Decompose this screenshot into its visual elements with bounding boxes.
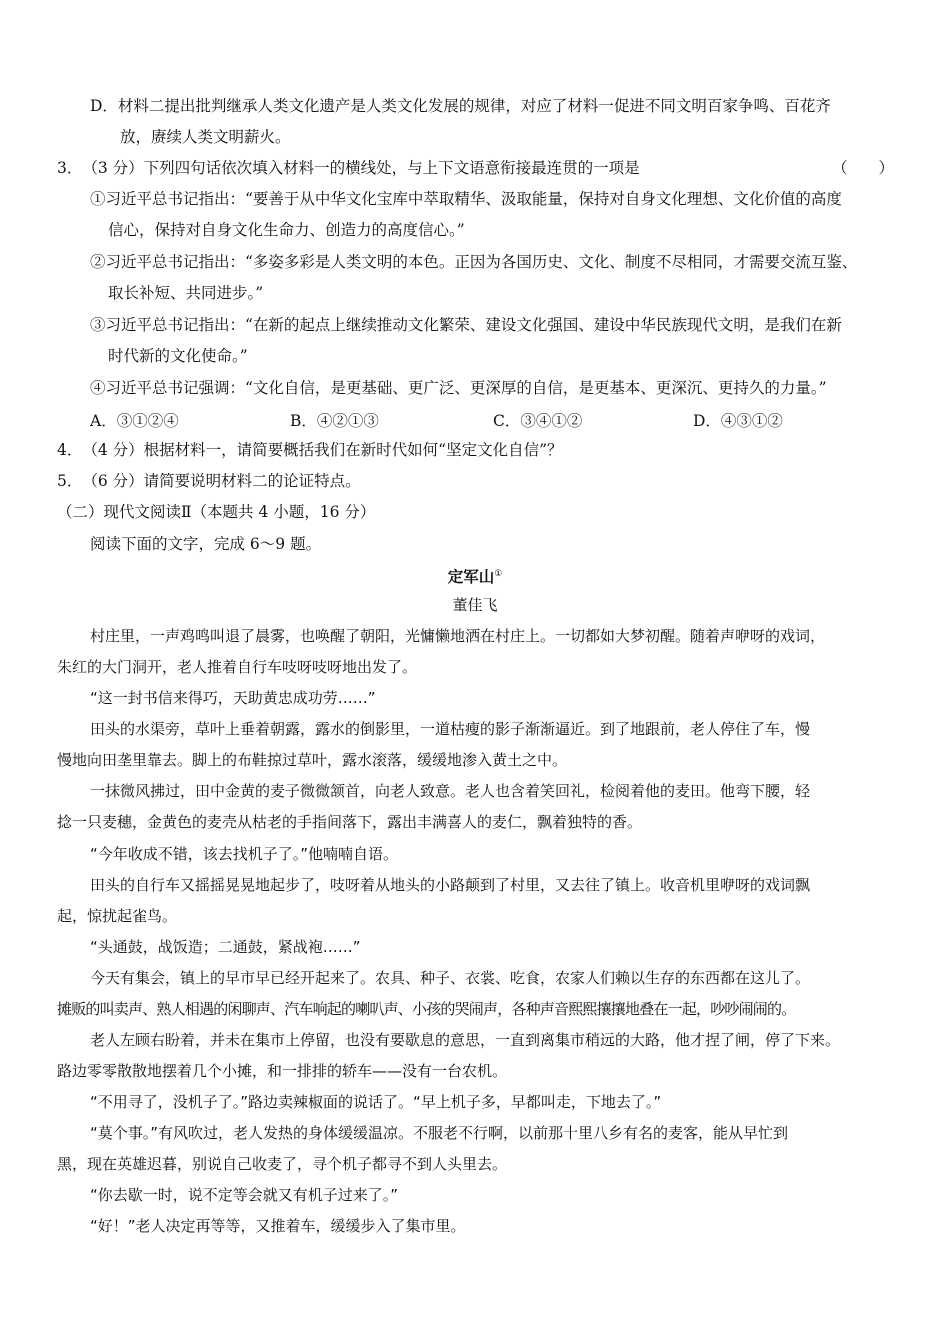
story-title-text: 定军山: [447, 567, 495, 587]
story-line: 一抹微风拂过，田中金黄的麦子微微颔首，向老人致意。老人也含着笑回礼，检阅着他的麦田。他弯下腰，轻: [90, 782, 811, 800]
q5-stem: 5． （6 分）请简要说明材料二的论证特点。: [57, 472, 361, 490]
story-line: 田头的自行车又摇摇晃晃地起步了，吱呀着从地头的小路颠到了村里，又去往了镇上。收音机里咿呀的戏词飘: [90, 876, 811, 894]
q3-options: [90, 410, 900, 432]
q2-option-d-line1: D．材料二提出批判继承人类文化遗产是人类文化发展的规律，对应了材料一促进不同文明百家争鸣、百花齐: [90, 97, 831, 115]
q3-answer-bracket: （ ）: [832, 159, 895, 177]
story-title: [0, 563, 950, 588]
story-line: 捻一只麦穗，金黄色的麦壳从枯老的手指间落下，露出丰满喜人的麦仁，飘着独特的香。: [57, 813, 643, 831]
q3-option-d[interactable]: D．④③①②: [693, 412, 783, 430]
q3-option-a[interactable]: A．③①②④: [90, 412, 179, 430]
story-line: 慢地向田垄里靠去。脚上的布鞋掠过草叶，露水滚落，缓缓地渗入黄土之中。: [57, 751, 568, 769]
story-line: “不用寻了，没机子了。”路边卖辣椒面的说话了。“早上机子多，早都叫走，下地去了。”: [90, 1093, 662, 1111]
q4-stem: 4． （4 分）根据材料一，请简要概括我们在新时代如何“坚定文化自信”？: [57, 441, 563, 459]
q3-item4: ④习近平总书记强调：“文化自信，是更基础、更广泛、更深厚的自信，是更基本、更深沉、更持久的力量。”: [90, 379, 827, 397]
reading-instruction: 阅读下面的文字，完成 6～9 题。: [90, 535, 322, 553]
q3-item3-line1: ③习近平总书记指出：“在新的起点上继续推动文化繁荣、建设文化强国、建设中华民族现代文明，是我们在新: [90, 316, 842, 334]
story-line: “头通鼓，战饭造；二通鼓，紧战袍……”: [90, 938, 361, 956]
q3-item3-line2: 时代新的文化使命。”: [108, 347, 248, 365]
story-line: “你去歇一时，说不定等会就又有机子过来了。”: [90, 1186, 399, 1204]
story-line: 摊贩的叫卖声、熟人相遇的闲聊声、汽车响起的喇叭声、小孩的哭闹声，各种声音熙熙攘攘地叠在一起，吵吵闹闹的。: [57, 1000, 796, 1018]
story-line: 今天有集会，镇上的早市早已经开起来了。农具、种子、衣裳、吃食，农家人们赖以生存的东西都在这儿了。: [90, 969, 811, 987]
story-line: 起，惊扰起雀鸟。: [57, 907, 178, 925]
story-line: “好！”老人决定再等等，又推着车，缓缓步入了集市里。: [90, 1217, 466, 1235]
story-line: 路边零零散散地摆着几个小摊，和一排排的轿车——没有一台农机。: [57, 1062, 508, 1080]
story-line: 黑，现在英雄迟暮，别说自己收麦了，寻个机子都寻不到人头里去。: [57, 1155, 508, 1173]
section-heading: （二）现代文阅读Ⅱ（本题共 4 小题，16 分）: [57, 503, 376, 521]
q3-item1-line2: 信心，保持对自身文化生命力、创造力的高度信心。”: [108, 221, 465, 239]
story-author: 董佳飞: [452, 596, 498, 614]
story-line: 朱红的大门洞开，老人推着自行车吱呀吱呀地出发了。: [57, 658, 418, 676]
story-footnote-mark: ①: [494, 569, 503, 579]
story-line: “莫个事。”有风吹过，老人发热的身体缓缓温凉。不服老不行啊，以前那十里八乡有名的麦客，能从早忙到: [90, 1124, 789, 1142]
story-line: “这一封书信来得巧，天助黄忠成功劳……”: [90, 689, 376, 707]
q3-item2-line1: ②习近平总书记指出：“多姿多彩是人类文明的本色。正因为各国历史、文化、制度不尽相同，才需要交流互鉴、: [90, 253, 858, 271]
story-line: 田头的水渠旁，草叶上垂着朝露，露水的倒影里，一道枯瘦的影子渐渐逼近。到了地跟前，老人停住了车，慢: [90, 720, 811, 738]
q3-item2-line2: 取长补短、共同进步。”: [108, 284, 264, 302]
q3-option-b[interactable]: B．④②①③: [290, 412, 379, 430]
story-line: “今年收成不错，该去找机子了。”他喃喃自语。: [90, 845, 399, 863]
q3-option-c[interactable]: C．③④①②: [493, 412, 583, 430]
story-line: 老人左顾右盼着，并未在集市上停留，也没有要歇息的意思，一直到离集市稍远的大路，他才捏了闸，停了下来。: [90, 1031, 841, 1049]
q2-option-d-line2: 放，赓续人类文明薪火。: [120, 128, 291, 146]
q3-item1-line1: ①习近平总书记指出：“要善于从中华文化宝库中萃取精华、汲取能量，保持对自身文化理想、文化价值的高度: [90, 190, 842, 208]
q3-stem: 3． （3 分）下列四句话依次填入材料一的横线处，与上下文语意衔接最连贯的一项是: [57, 159, 640, 177]
story-line: 村庄里，一声鸡鸣叫退了晨雾，也唤醒了朝阳，光慵懒地洒在村庄上。一切都如大梦初醒。随着声咿呀的戏词，: [90, 627, 826, 645]
